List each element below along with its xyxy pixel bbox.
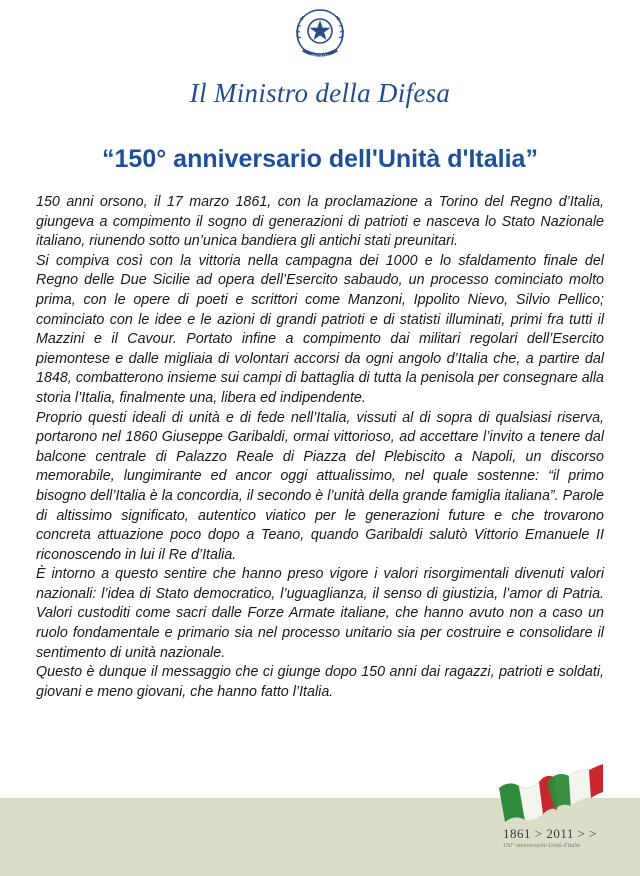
anniversary-years-label: 1861 > 2011 > > xyxy=(503,826,598,841)
ministry-label: Il Ministro della Difesa xyxy=(189,78,451,108)
paragraph: 150 anni orsono, il 17 marzo 1861, con la proclamazione a Torino del Regno d’Italia, giungeva a compimento il sogno di generazioni di patrioti e nasceva lo Stato Nazionale italiano, riunendo sotto un’unica bandiera gli antichi stati preunitari. xyxy=(36,194,604,250)
italian-flag-150-logo-icon xyxy=(495,758,605,830)
paragraph: Si compiva così con la vittoria nella campagna dei 1000 e lo sfaldamento finale del Regno delle Due Sicilie ad opera dell’Esercito sabaudo, un processo cominciato molto prima, con le opere di poeti e scrittori come Manzoni, Ippolito Nievo, Silvio Pellico; cominciato con le idee e le azioni di grandi patrioti e di statisti illuminati, primi fra tutti il Mazzini e il Cavour. Portato infine a compimento dai militari regolari dell’Esercito piemontese e dalle migliaia di volontari accorsi da ogni angolo d’Italia che, a partire dal 1848, combatterono insieme sui campi di battaglia di tutta la penisola per consegnare alla storia l’Italia, finalmente una, libera ed indipendente. xyxy=(36,252,604,406)
italian-republic-emblem-icon xyxy=(287,2,353,68)
paragraph: Proprio questi ideali di unità e di fede nell’Italia, vissuti al di sopra di qualsiasi riserva, portarono nel 1860 Giuseppe Garibaldi, ormai vittorioso, ad accettare l’invito a tenere dal balcone centrale di Palazzo Reale di Piazza del Plebiscito a Napoli, un discorso memorabile, lungimirante ed ancor oggi attualissimo, nel quale sostenne: “il primo bisogno dell’Italia è la concordia, il secondo è l’unità della grande famiglia italiana”. Parole di altissimo significato, autentico viatico per le generazioni future e che trovarono concreta attuazione poco dopo a Teano, quando Garibaldi salutò Vittorio Emanuele II riconoscendo in lui il Re d’Italia. xyxy=(36,409,604,563)
body-text xyxy=(36,193,604,702)
anniversary-subtitle: 150° anniversario Unità d'Italia xyxy=(503,843,581,849)
svg-text:REPVBBLICA ITALIANA: REPVBBLICA ITALIANA xyxy=(302,54,338,58)
page-title: “150° anniversario dell'Unità d'Italia” xyxy=(102,145,538,173)
paragraph: È intorno a questo sentire che hanno preso vigore i valori risorgimentali divenuti valori nazionali: l’idea di Stato democratico, l’uguaglianza, il senso di giustizia, l’amor di Patria. Valori custoditi come sacri dalle Forze Armate italiane, che hanno avuto non a caso un ruolo fondamentale e primario sia nel processo unitario sia per costruire e consolidare il sentimento di unità nazionale. xyxy=(36,566,604,661)
paragraph: Questo è dunque il messaggio che ci giunge dopo 150 anni dai ragazzi, patrioti e soldati, giovani e meno giovani, che hanno fatto l’Italia. xyxy=(36,664,604,700)
